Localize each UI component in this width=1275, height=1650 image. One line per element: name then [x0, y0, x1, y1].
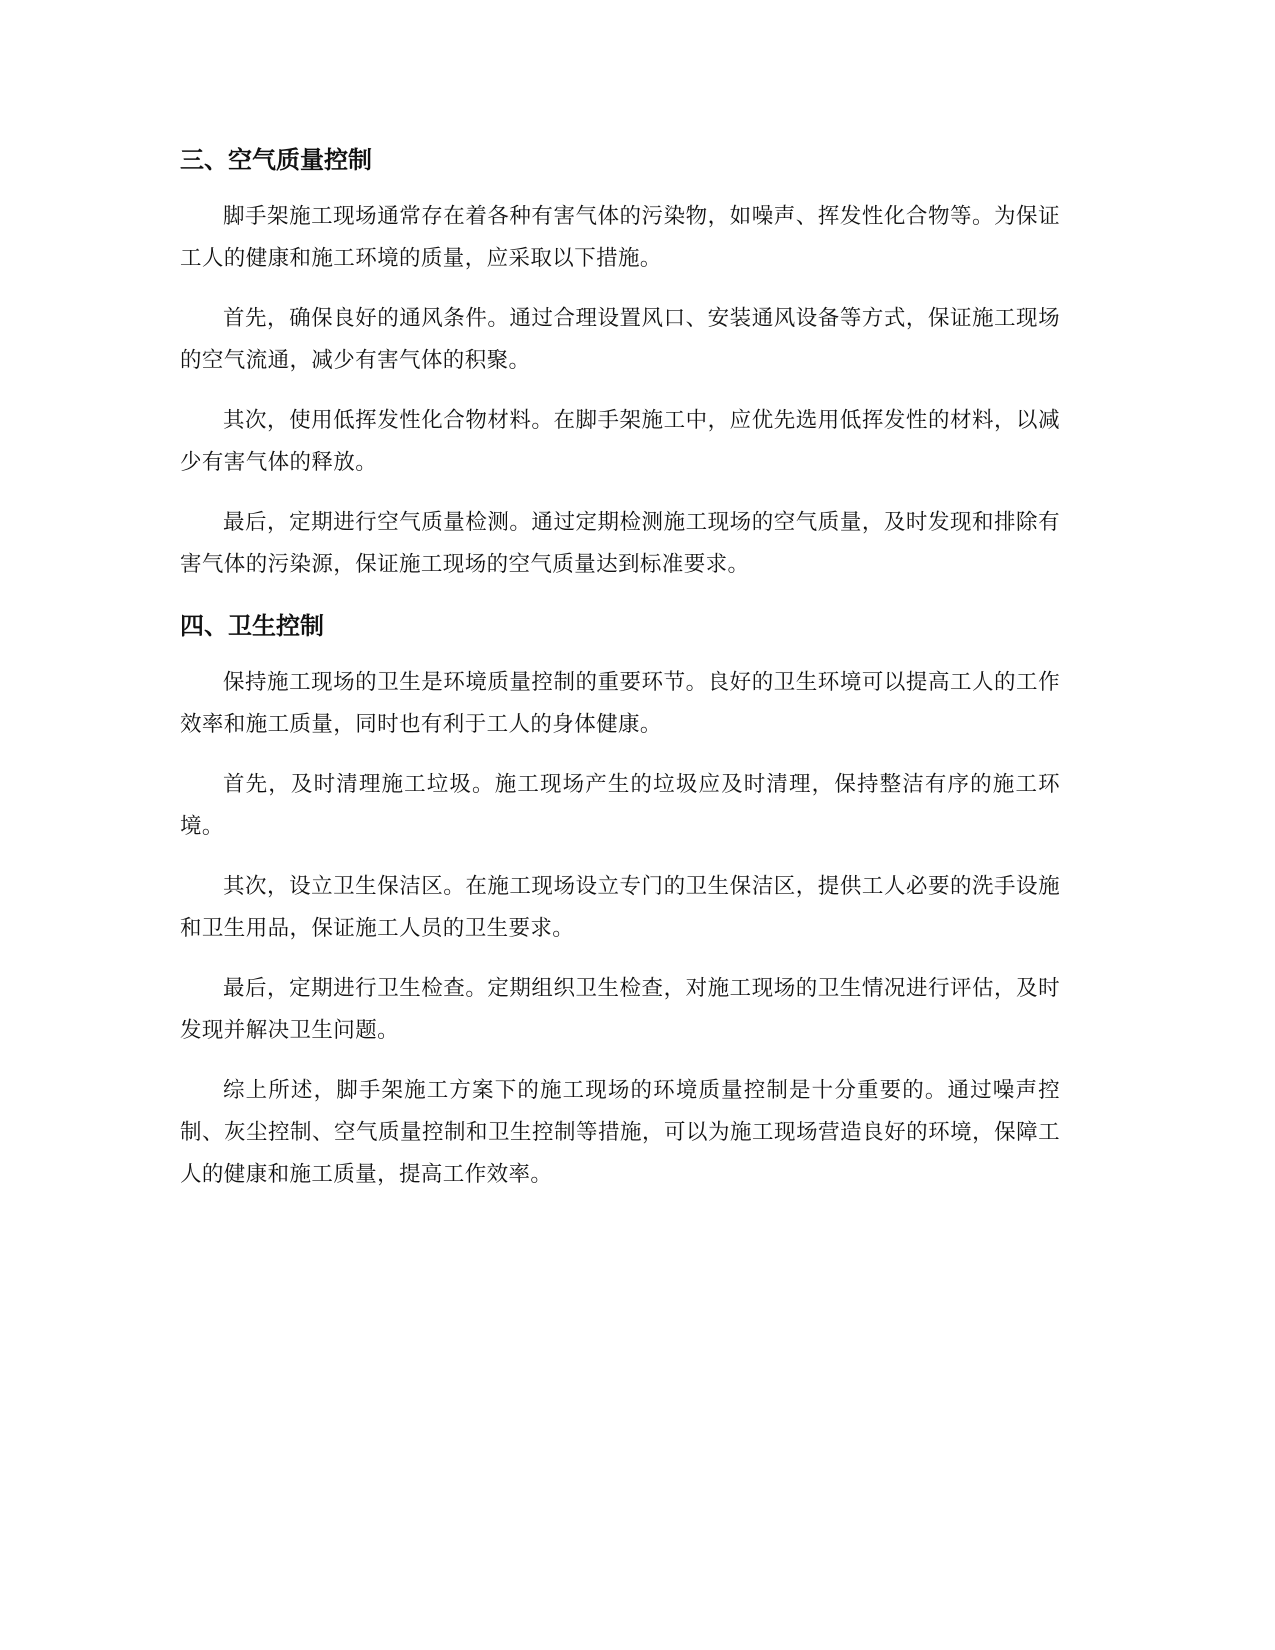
paragraph: 保持施工现场的卫生是环境质量控制的重要环节。良好的卫生环境可以提高工人的工作效率和施工质量，同时也有利于工人的身体健康。 [180, 670, 1060, 737]
paragraph: 最后，定期进行空气质量检测。通过定期检测施工现场的空气质量，及时发现和排除有害气体的污染源，保证施工现场的空气质量达到标准要求。 [180, 510, 1060, 577]
conclusion-paragraph: 综上所述，脚手架施工方案下的施工现场的环境质量控制是十分重要的。通过噪声控制、灰尘控制、空气质量控制和卫生控制等措施，可以为施工现场营造良好的环境，保障工人的健康和施工质量，提高工作效率。 [180, 1078, 1060, 1187]
section-air-quality [180, 138, 1060, 586]
paragraph: 其次，使用低挥发性化合物材料。在脚手架施工中，应优先选用低挥发性的材料，以减少有害气体的释放。 [180, 408, 1060, 475]
paragraph: 脚手架施工现场通常存在着各种有害气体的污染物，如噪声、挥发性化合物等。为保证工人的健康和施工环境的质量，应采取以下措施。 [180, 204, 1060, 271]
section-heading: 三、空气质量控制 [180, 146, 372, 174]
paragraph: 其次，设立卫生保洁区。在施工现场设立专门的卫生保洁区，提供工人必要的洗手设施和卫生用品，保证施工人员的卫生要求。 [180, 874, 1060, 941]
section-hygiene [180, 604, 1060, 1196]
paragraph: 最后，定期进行卫生检查。定期组织卫生检查，对施工现场的卫生情况进行评估，及时发现并解决卫生问题。 [180, 976, 1060, 1043]
document-body [180, 138, 1060, 1214]
section-heading: 四、卫生控制 [180, 612, 324, 640]
paragraph: 首先，确保良好的通风条件。通过合理设置风口、安装通风设备等方式，保证施工现场的空气流通，减少有害气体的积聚。 [180, 306, 1060, 373]
paragraph: 首先，及时清理施工垃圾。施工现场产生的垃圾应及时清理，保持整洁有序的施工环境。 [180, 772, 1060, 839]
